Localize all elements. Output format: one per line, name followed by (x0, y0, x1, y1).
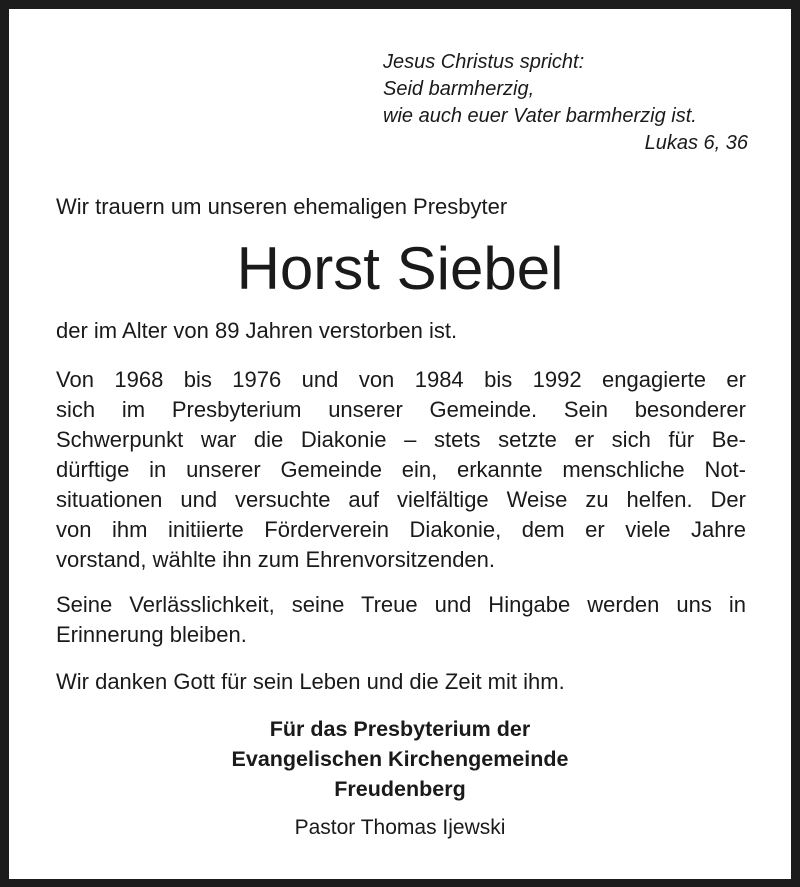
signature-line: Freudenberg (334, 777, 466, 801)
paragraph-line: sich im Presbyterium unserer Gemeinde. Sein besonderer (56, 397, 746, 422)
bible-quote-line: Jesus Christus spricht: (383, 51, 585, 73)
signature-line: Evangelischen Kirchengemeinde (231, 747, 569, 771)
intro-text: Wir trauern um unseren ehemaligen Presbyter (56, 194, 508, 219)
signature-block (0, 714, 800, 804)
remembrance-paragraph (56, 590, 746, 650)
paragraph-line: situationen und versuchte auf vielfältige Weise zu helfen. Der (56, 487, 746, 512)
signature-line: Für das Presbyterium der (269, 717, 531, 741)
biography-paragraph (56, 365, 746, 575)
deceased-name: Horst Siebel (236, 235, 564, 302)
paragraph-line: Seine Verlässlichkeit, seine Treue und Hingabe werden uns in (56, 592, 746, 617)
paragraph-line: Von 1968 bis 1976 und von 1984 bis 1992 engagierte er (56, 367, 746, 392)
thanks-paragraph: Wir danken Gott für sein Leben und die Zeit mit ihm. (56, 669, 565, 694)
paragraph-line: Schwerpunkt war die Diakonie – stets setzte er sich für Be- (56, 427, 746, 452)
age-line: der im Alter von 89 Jahren verstorben ist. (56, 318, 458, 343)
paragraph-line: vorstand, wählte ihn zum Ehrenvorsitzenden. (56, 547, 496, 572)
bible-quote (383, 49, 748, 157)
paragraph-line: dürftige in unserer Gemeinde ein, erkannte menschliche Not- (56, 457, 746, 482)
paragraph-line: Erinnerung bleiben. (56, 622, 247, 647)
paragraph-line: von ihm initiierte Förderverein Diakonie, dem er viele Jahre (56, 517, 746, 542)
pastor-name: Pastor Thomas Ijewski (294, 816, 506, 839)
bible-quote-line: wie auch euer Vater barmherzig ist. (383, 105, 697, 127)
bible-reference: Lukas 6, 36 (644, 132, 748, 154)
bible-quote-line: Seid barmherzig, (383, 78, 535, 100)
